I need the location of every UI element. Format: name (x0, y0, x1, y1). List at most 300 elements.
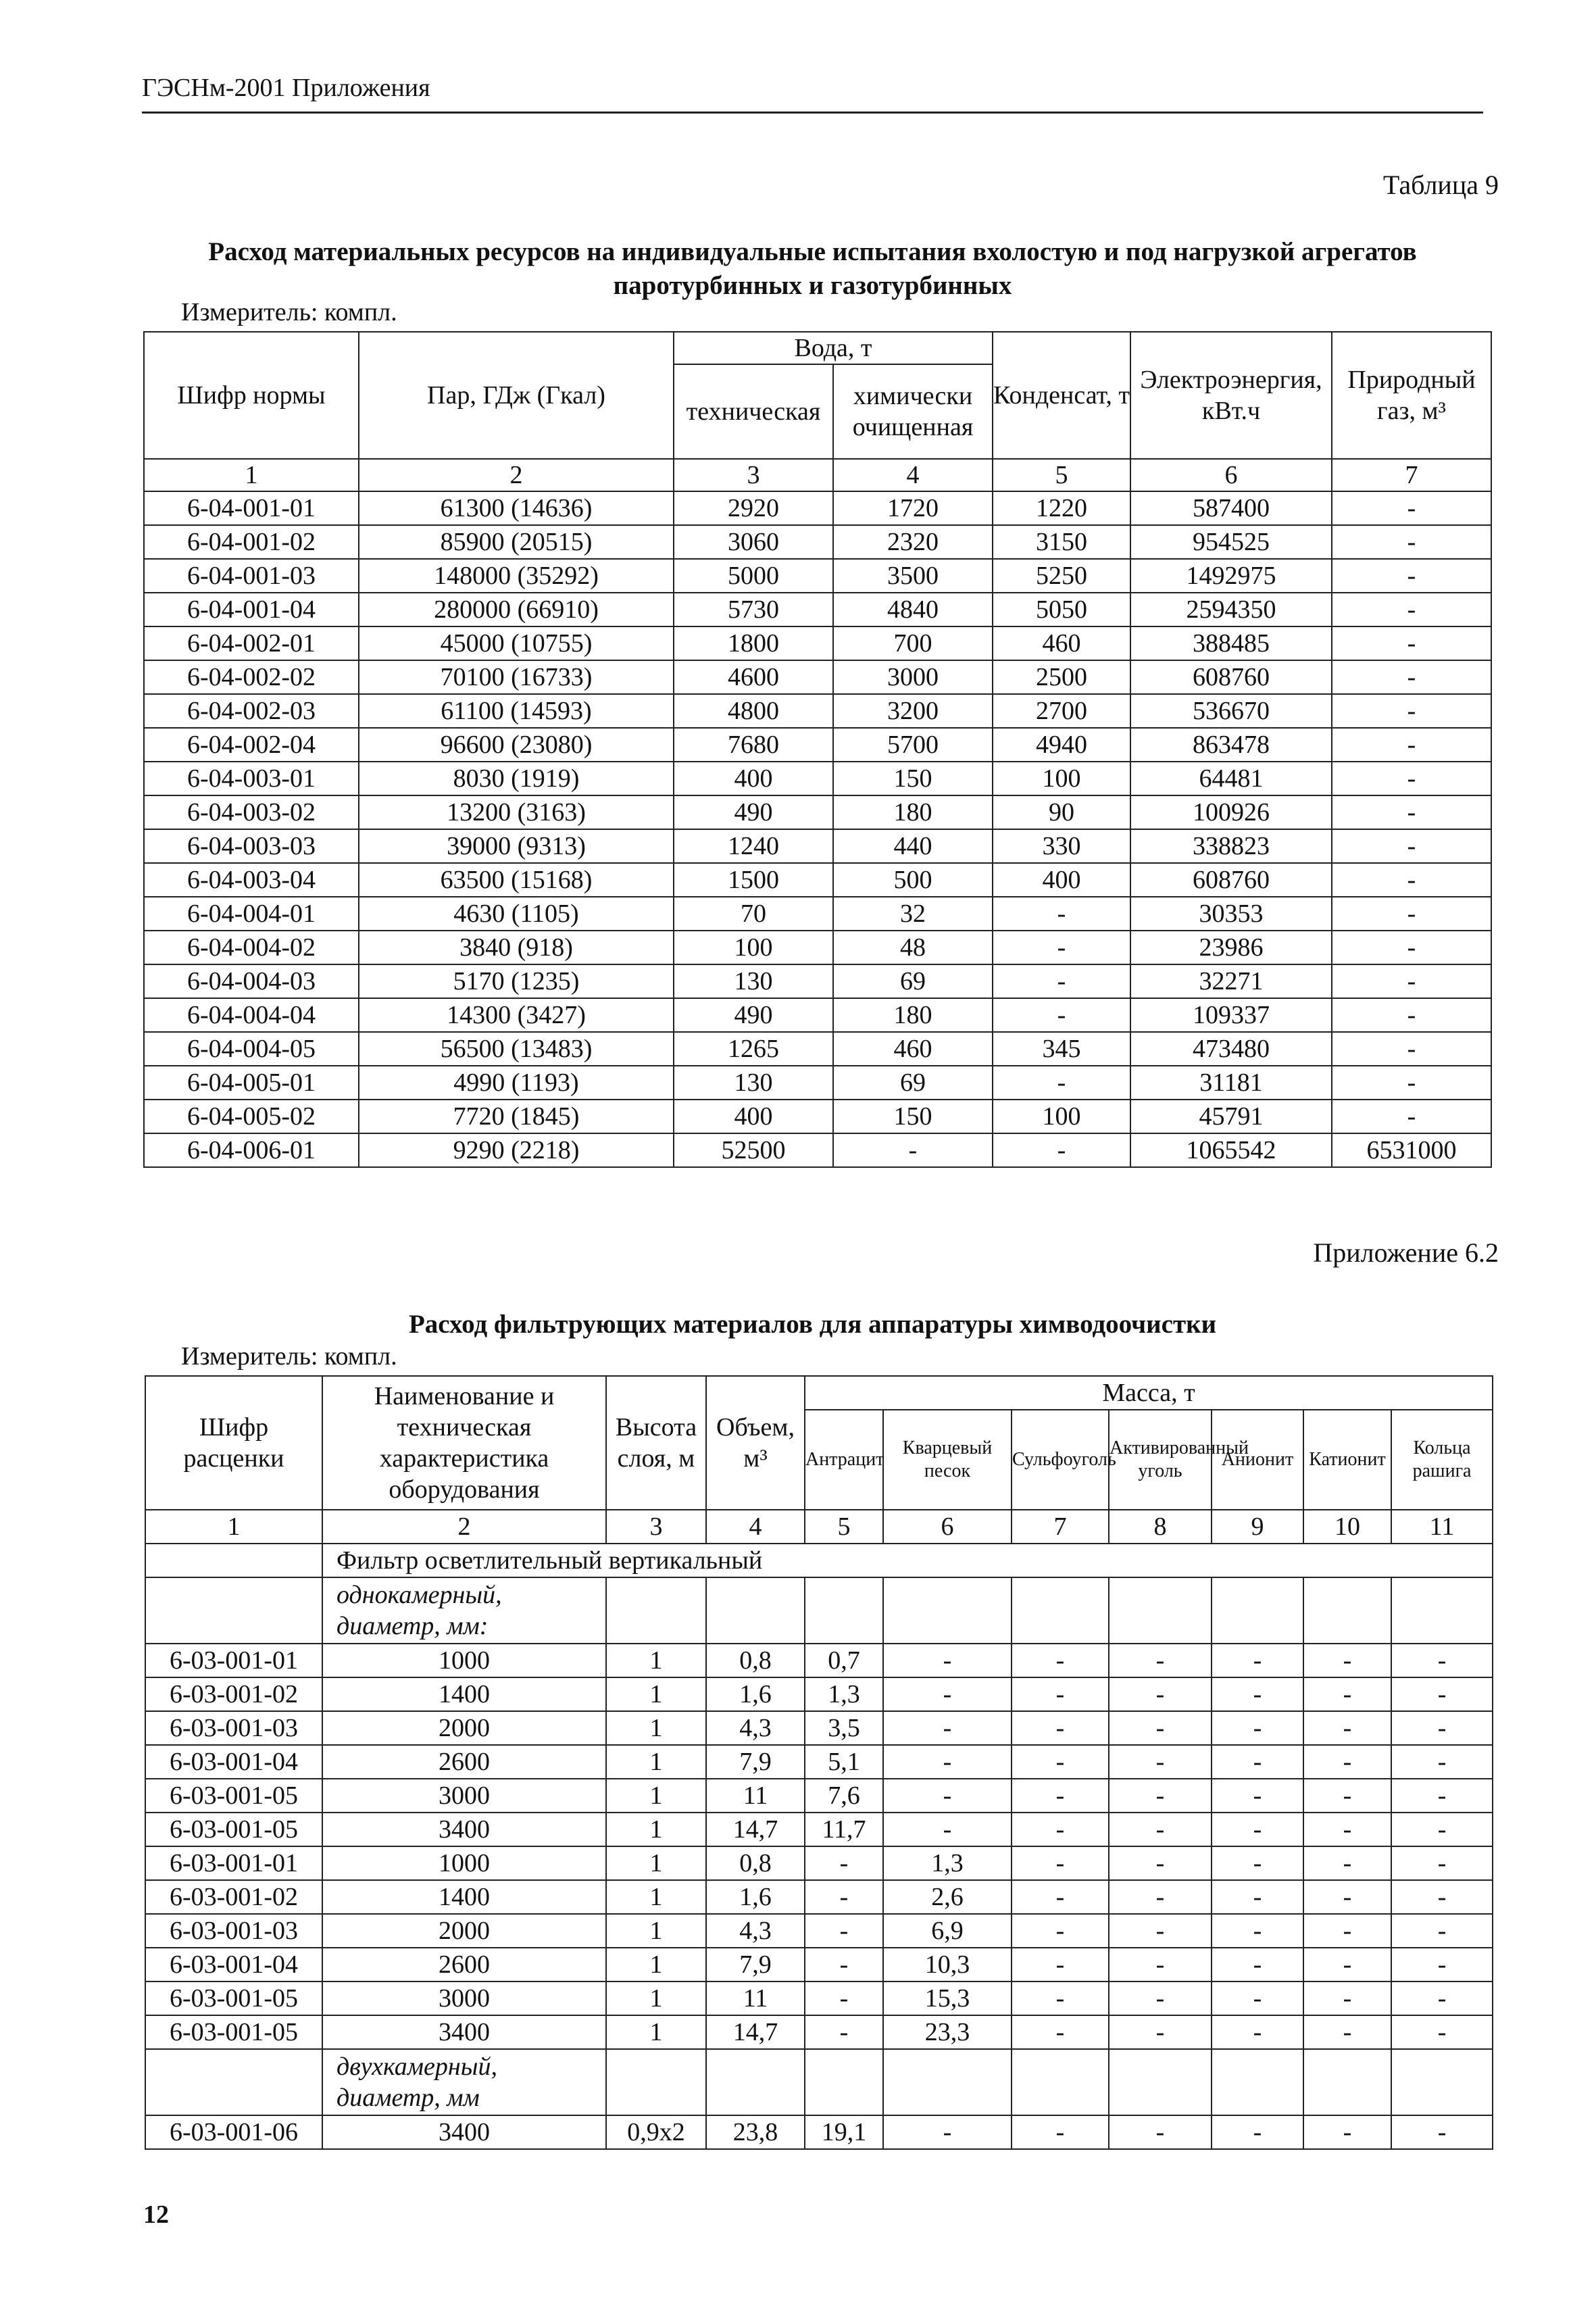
table-cell: 1000 (322, 1644, 606, 1677)
table-cell: 148000 (35292) (359, 559, 674, 593)
empty-cell (805, 1577, 883, 1644)
table-row (145, 2115, 1493, 2149)
table-cell: - (1303, 1981, 1391, 2015)
table-cell: - (1109, 1779, 1212, 1813)
table-row (145, 1813, 1493, 1846)
table9 (143, 331, 1492, 1168)
table-cell: 180 (833, 795, 993, 829)
table-cell: - (1332, 863, 1491, 897)
table-cell: - (1303, 1914, 1391, 1948)
subgroup-row (145, 1577, 1493, 1644)
t62-header-volume: Объем, м³ (706, 1376, 805, 1510)
table-row (144, 1100, 1491, 1133)
table-cell: - (1303, 1813, 1391, 1846)
table-cell: - (1109, 1711, 1212, 1745)
table-cell: - (1332, 491, 1491, 525)
table-cell: - (1303, 2015, 1391, 2049)
table-cell: 56500 (13483) (359, 1032, 674, 1066)
table-cell: 3400 (322, 2015, 606, 2049)
table-cell: 0,8 (706, 1846, 805, 1880)
table-cell: 69 (833, 964, 993, 998)
table-cell: 14,7 (706, 2015, 805, 2049)
table-cell: - (993, 964, 1130, 998)
table-cell: 7,6 (805, 1779, 883, 1813)
table-cell: 1 (606, 1745, 706, 1779)
table-cell: - (1109, 1644, 1212, 1677)
empty-cell (805, 2049, 883, 2115)
table-cell: 6-04-004-05 (144, 1032, 359, 1066)
table-cell: - (1303, 1846, 1391, 1880)
table-row (144, 660, 1491, 694)
table-cell: 85900 (20515) (359, 525, 674, 559)
table-cell: 536670 (1130, 694, 1332, 728)
table-cell: 30353 (1130, 897, 1332, 931)
empty-cell (706, 1577, 805, 1644)
t62-header-rashig: Кольца рашига (1391, 1410, 1493, 1510)
table-row (144, 863, 1491, 897)
table-cell: 5000 (674, 559, 833, 593)
table-cell: 6-04-004-03 (144, 964, 359, 998)
table-cell: 48 (833, 931, 993, 964)
table-cell: 100 (993, 1100, 1130, 1133)
table-cell: 490 (674, 998, 833, 1032)
table-cell: 1240 (674, 829, 833, 863)
table-cell: - (1012, 1981, 1109, 2015)
group-title: Фильтр осветлительный вертикальный (322, 1544, 1493, 1577)
t9-header-code: Шифр нормы (144, 332, 359, 459)
table-cell: 6-04-004-04 (144, 998, 359, 1032)
empty-cell (706, 2049, 805, 2115)
table-cell: 150 (833, 762, 993, 795)
column-number: 10 (1303, 1510, 1391, 1544)
table-cell: 45000 (10755) (359, 626, 674, 660)
table-cell: 5730 (674, 593, 833, 626)
table-row (145, 1711, 1493, 1745)
column-number: 9 (1212, 1510, 1303, 1544)
table-cell: 1 (606, 1880, 706, 1914)
table-cell: 500 (833, 863, 993, 897)
table-cell: 14300 (3427) (359, 998, 674, 1032)
table-cell: 330 (993, 829, 1130, 863)
table-cell: 2,6 (883, 1880, 1012, 1914)
table-cell: 6-04-001-01 (144, 491, 359, 525)
table-cell: 32271 (1130, 964, 1332, 998)
t62-header-anthracite: Антрацит (805, 1410, 883, 1510)
table-cell: 1720 (833, 491, 993, 525)
table-cell: - (1391, 2015, 1493, 2049)
table-cell: - (1332, 829, 1491, 863)
table-cell: 2920 (674, 491, 833, 525)
table-cell: 6-03-001-01 (145, 1846, 322, 1880)
table-row (145, 1846, 1493, 1880)
table-cell: 1500 (674, 863, 833, 897)
column-number: 2 (359, 459, 674, 491)
table-cell: - (1332, 1032, 1491, 1066)
table-cell: 6-04-001-02 (144, 525, 359, 559)
t9-header-electricity: Электроэнергия, кВт.ч (1130, 332, 1332, 459)
table-cell: 7720 (1845) (359, 1100, 674, 1133)
table-cell: 6531000 (1332, 1133, 1491, 1167)
table-cell: 1400 (322, 1880, 606, 1914)
table-cell: 90 (993, 795, 1130, 829)
table-cell: 2320 (833, 525, 993, 559)
table-cell: 3060 (674, 525, 833, 559)
table-cell: 19,1 (805, 2115, 883, 2149)
table-cell: - (883, 1711, 1012, 1745)
table-cell: - (1391, 1711, 1493, 1745)
table-cell: 130 (674, 1066, 833, 1100)
table-cell: 6-04-003-02 (144, 795, 359, 829)
table-row (144, 728, 1491, 762)
column-number: 2 (322, 1510, 606, 1544)
table-cell: 2000 (322, 1711, 606, 1745)
table-cell: 6-03-001-05 (145, 2015, 322, 2049)
table-cell: 6-04-003-04 (144, 863, 359, 897)
table-cell: 1,6 (706, 1677, 805, 1711)
table-row (144, 998, 1491, 1032)
table-cell: 2500 (993, 660, 1130, 694)
table-row (144, 491, 1491, 525)
table9-label: Таблица 9 (1382, 170, 1499, 200)
group-row (145, 1544, 1493, 1577)
table-cell: 3400 (322, 2115, 606, 2149)
table-cell: 11 (706, 1981, 805, 2015)
table-row (145, 1981, 1493, 2015)
table-cell: 608760 (1130, 863, 1332, 897)
table-cell: - (1109, 1914, 1212, 1948)
table-cell: - (1391, 1981, 1493, 2015)
table-cell: 460 (833, 1032, 993, 1066)
table-cell: 4,3 (706, 1914, 805, 1948)
t9-header-condensate: Конденсат, т (993, 332, 1130, 459)
table-cell: 1 (606, 1948, 706, 1981)
table-cell: 61300 (14636) (359, 491, 674, 525)
t62-header-activated: Активированный уголь (1109, 1410, 1212, 1510)
table-cell: - (1012, 1846, 1109, 1880)
table-cell: 6-03-001-02 (145, 1880, 322, 1914)
table-cell: 954525 (1130, 525, 1332, 559)
table-cell: 1 (606, 1779, 706, 1813)
table-cell: 460 (993, 626, 1130, 660)
table-cell: 440 (833, 829, 993, 863)
table-cell: 6-04-002-02 (144, 660, 359, 694)
table-cell: 5050 (993, 593, 1130, 626)
table-cell: - (1332, 694, 1491, 728)
table9-column-numbers (144, 459, 1491, 491)
table-cell: - (1391, 1813, 1493, 1846)
table-cell: 3,5 (805, 1711, 883, 1745)
header-rule (142, 112, 1483, 114)
table-cell: - (1332, 795, 1491, 829)
t9-header-steam: Пар, ГДж (Гкал) (359, 332, 674, 459)
column-number: 6 (883, 1510, 1012, 1544)
table-row (144, 897, 1491, 931)
column-number: 4 (706, 1510, 805, 1544)
column-number: 11 (1391, 1510, 1493, 1544)
table-cell: - (993, 897, 1130, 931)
table-cell: - (993, 998, 1130, 1032)
table-cell: - (1391, 1779, 1493, 1813)
table-row (145, 1745, 1493, 1779)
table-cell: - (1332, 525, 1491, 559)
table-cell: 100 (993, 762, 1130, 795)
table-cell: 400 (674, 1100, 833, 1133)
table-cell: - (805, 1914, 883, 1948)
empty-cell (1391, 2049, 1493, 2115)
table-cell: - (1332, 1100, 1491, 1133)
table-row (144, 694, 1491, 728)
table-cell: - (1332, 559, 1491, 593)
empty-cell (1303, 2049, 1391, 2115)
table-row (144, 1032, 1491, 1066)
table-cell: 63500 (15168) (359, 863, 674, 897)
table-cell: - (805, 2015, 883, 2049)
table-cell: 0,8 (706, 1644, 805, 1677)
table-cell: - (1332, 626, 1491, 660)
table-cell: 64481 (1130, 762, 1332, 795)
table-cell: - (805, 1981, 883, 2015)
t9-header-water-tech: техническая (674, 364, 833, 459)
table-cell: - (1332, 964, 1491, 998)
empty-cell (883, 1577, 1012, 1644)
table-cell: - (1332, 897, 1491, 931)
t62-header-height: Высота слоя, м (606, 1376, 706, 1510)
table-row (144, 525, 1491, 559)
column-number: 7 (1332, 459, 1491, 491)
table-cell: 6,9 (883, 1914, 1012, 1948)
t62-header-code: Шифр расценки (145, 1376, 322, 1510)
table-cell: 6-03-001-04 (145, 1745, 322, 1779)
t9-header-water-chem: химически очищенная (833, 364, 993, 459)
appendix-column-numbers (145, 1510, 1493, 1544)
table-cell: 1 (606, 1981, 706, 2015)
table-cell: - (1109, 1948, 1212, 1981)
table-cell: - (1212, 1914, 1303, 1948)
table-cell: - (1012, 1711, 1109, 1745)
table-cell: - (1212, 1644, 1303, 1677)
table-cell: - (1109, 2115, 1212, 2149)
table-cell: 52500 (674, 1133, 833, 1167)
table-cell: - (1212, 1813, 1303, 1846)
table-cell: - (1212, 1745, 1303, 1779)
subgroup-row (145, 2049, 1493, 2115)
table-cell: - (805, 1846, 883, 1880)
t62-header-quartz: Кварцевый песок (883, 1410, 1012, 1510)
table-cell: 3840 (918) (359, 931, 674, 964)
table-cell: - (1391, 1677, 1493, 1711)
table-cell: - (1012, 1948, 1109, 1981)
table-cell: 4840 (833, 593, 993, 626)
column-number: 5 (805, 1510, 883, 1544)
table-cell: 70100 (16733) (359, 660, 674, 694)
empty-cell (1012, 2049, 1109, 2115)
table-cell: - (1012, 1779, 1109, 1813)
table-cell: 3400 (322, 1813, 606, 1846)
table-cell: 15,3 (883, 1981, 1012, 2015)
table-cell: - (883, 2115, 1012, 2149)
column-number: 5 (993, 459, 1130, 491)
table-row (144, 559, 1491, 593)
table-row (144, 795, 1491, 829)
table-cell: 6-03-001-03 (145, 1914, 322, 1948)
appendix-label: Приложение 6.2 (1313, 1237, 1499, 1268)
table-cell: 6-03-001-05 (145, 1813, 322, 1846)
table-cell: 96600 (23080) (359, 728, 674, 762)
table-cell: 863478 (1130, 728, 1332, 762)
table-cell: - (1212, 1779, 1303, 1813)
table-cell: 23,8 (706, 2115, 805, 2149)
table-cell: 6-03-001-04 (145, 1948, 322, 1981)
table-cell: - (1109, 1677, 1212, 1711)
table-cell: - (1303, 1745, 1391, 1779)
table-cell: 7680 (674, 728, 833, 762)
table-cell: 1 (606, 2015, 706, 2049)
column-number: 3 (606, 1510, 706, 1544)
table-cell: - (1012, 2015, 1109, 2049)
table-cell: 6-04-005-02 (144, 1100, 359, 1133)
table-cell: 5700 (833, 728, 993, 762)
table-row (145, 2015, 1493, 2049)
table-cell: 0,9x2 (606, 2115, 706, 2149)
table-cell: 490 (674, 795, 833, 829)
table-cell: 100926 (1130, 795, 1332, 829)
table-cell: 6-04-001-04 (144, 593, 359, 626)
table-cell: - (883, 1779, 1012, 1813)
table-cell: 6-04-006-01 (144, 1133, 359, 1167)
table-row (144, 964, 1491, 998)
table-cell: - (805, 1880, 883, 1914)
table-cell: - (1012, 1644, 1109, 1677)
empty-cell (145, 2049, 322, 2115)
table-cell: 1,3 (883, 1846, 1012, 1880)
table-cell: 130 (674, 964, 833, 998)
table-cell: 4,3 (706, 1711, 805, 1745)
table-cell: - (805, 1948, 883, 1981)
table-cell: - (1391, 1745, 1493, 1779)
table-cell: 3150 (993, 525, 1130, 559)
table-cell: - (1012, 2115, 1109, 2149)
table-cell: 388485 (1130, 626, 1332, 660)
table-cell: - (1109, 1745, 1212, 1779)
table-cell: - (833, 1133, 993, 1167)
table-cell: 608760 (1130, 660, 1332, 694)
empty-cell (1212, 1577, 1303, 1644)
table-cell: - (1109, 1981, 1212, 2015)
table-cell: 400 (674, 762, 833, 795)
table-row (145, 1644, 1493, 1677)
table-cell: 14,7 (706, 1813, 805, 1846)
subgroup-title: однокамерный, диаметр, мм: (322, 1577, 606, 1644)
table-cell: 8030 (1919) (359, 762, 674, 795)
table-cell: - (1109, 1846, 1212, 1880)
table-cell: - (1212, 1948, 1303, 1981)
table-row (145, 1948, 1493, 1981)
table-cell: 2600 (322, 1745, 606, 1779)
table-cell: - (1212, 1880, 1303, 1914)
table-cell: 1065542 (1130, 1133, 1332, 1167)
table-cell: 4600 (674, 660, 833, 694)
table-cell: - (883, 1745, 1012, 1779)
table-cell: 6-03-001-06 (145, 2115, 322, 2149)
table-cell: - (883, 1677, 1012, 1711)
column-number: 7 (1012, 1510, 1109, 1544)
table-row (145, 1779, 1493, 1813)
table-cell: 1,3 (805, 1677, 883, 1711)
table-cell: 13200 (3163) (359, 795, 674, 829)
column-number: 8 (1109, 1510, 1212, 1544)
column-number: 4 (833, 459, 993, 491)
table-cell: 100 (674, 931, 833, 964)
t9-header-gas: Природный газ, м³ (1332, 332, 1491, 459)
table-cell: - (1391, 1846, 1493, 1880)
table-cell: 6-04-005-01 (144, 1066, 359, 1100)
table-cell: 32 (833, 897, 993, 931)
t62-header-name: Наименование и техническая характеристика оборудования (322, 1376, 606, 1510)
table-cell: 1492975 (1130, 559, 1332, 593)
running-header: ГЭСНм-2001 Приложения (142, 74, 430, 102)
table-cell: - (1109, 2015, 1212, 2049)
column-number: 1 (144, 459, 359, 491)
table9-unit: Измеритель: компл. (181, 298, 397, 326)
table-cell: 23,3 (883, 2015, 1012, 2049)
t9-header-water: Вода, т (674, 332, 993, 364)
table-cell: 1,6 (706, 1880, 805, 1914)
table-cell: 6-04-003-03 (144, 829, 359, 863)
table-cell: 400 (993, 863, 1130, 897)
table-cell: - (1303, 1677, 1391, 1711)
table-row (144, 1066, 1491, 1100)
table-cell: 1 (606, 1813, 706, 1846)
table-cell: - (1212, 1846, 1303, 1880)
table-cell: 109337 (1130, 998, 1332, 1032)
table-cell: - (1012, 1880, 1109, 1914)
table-cell: 6-03-001-02 (145, 1677, 322, 1711)
table-cell: - (993, 1066, 1130, 1100)
table-cell: 700 (833, 626, 993, 660)
table-cell: 6-04-001-03 (144, 559, 359, 593)
table-cell: - (1012, 1813, 1109, 1846)
table-cell: - (1212, 1677, 1303, 1711)
t62-header-sulfocoal: Сульфоуголь (1012, 1410, 1109, 1510)
table-cell: 345 (993, 1032, 1130, 1066)
table-cell: 3000 (322, 1779, 606, 1813)
table-cell: - (1332, 660, 1491, 694)
table-cell: - (1212, 2015, 1303, 2049)
table-cell: - (883, 1644, 1012, 1677)
empty-cell (145, 1577, 322, 1644)
table-cell: 6-03-001-05 (145, 1779, 322, 1813)
empty-cell (606, 1577, 706, 1644)
table-cell: 1400 (322, 1677, 606, 1711)
table-row (144, 626, 1491, 660)
table-cell: - (1303, 1880, 1391, 1914)
empty-cell (883, 2049, 1012, 2115)
table-cell: - (993, 931, 1130, 964)
empty-cell (1391, 1577, 1493, 1644)
table-cell: - (1012, 1745, 1109, 1779)
table-cell: 3000 (322, 1981, 606, 2015)
table-cell: 6-04-003-01 (144, 762, 359, 795)
table-row (145, 1677, 1493, 1711)
table-cell: 1265 (674, 1032, 833, 1066)
empty-cell (1109, 1577, 1212, 1644)
table-cell: 39000 (9313) (359, 829, 674, 863)
table-cell: - (1391, 1948, 1493, 1981)
table-cell: - (1332, 762, 1491, 795)
table-cell: 150 (833, 1100, 993, 1133)
appendix-title: Расход фильтрующих материалов для аппаратуры химводоочистки (408, 1310, 1217, 1339)
table-cell: - (1303, 1644, 1391, 1677)
